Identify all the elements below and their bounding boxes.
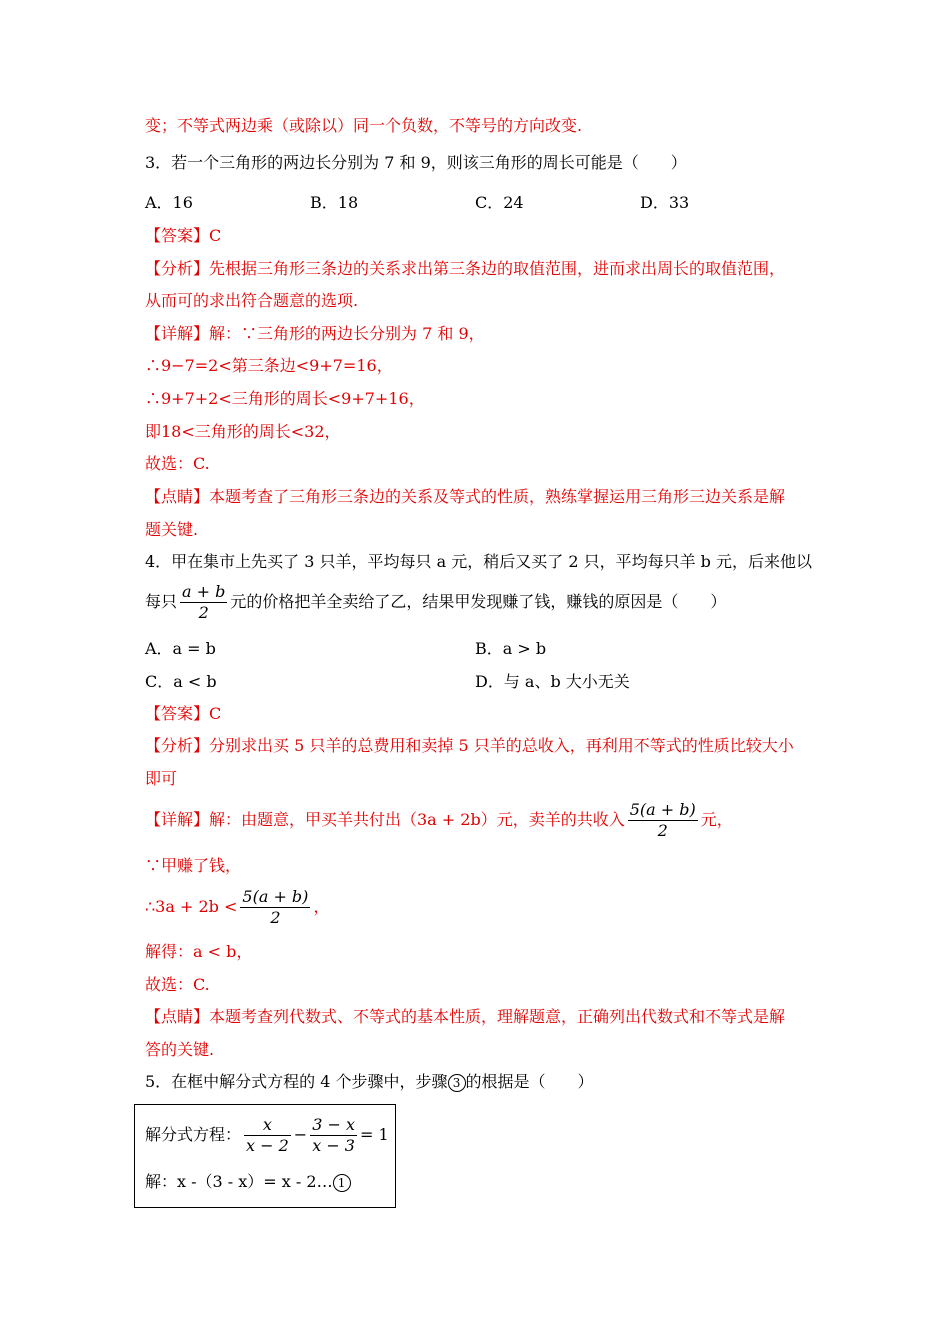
q4-income-fraction-numerator: 5(a + b)	[629, 800, 696, 819]
step-1-line	[145, 1171, 351, 1193]
question-4-stem-line-2	[145, 582, 726, 623]
equation-fraction-2-numerator: 3 − x	[312, 1115, 355, 1134]
q4-price-fraction-denominator: 2	[198, 603, 209, 622]
q3-answer: 【答案】C	[145, 226, 222, 245]
question-4-stem-line-1: 4．甲在集市上先买了 3 只羊，平均每只 a 元，稍后又买了 2 只，平均每只羊 b 元，后来他以	[145, 552, 813, 571]
equation-fraction-1-numerator: x	[244, 1115, 291, 1136]
q4-inequality-fraction-denominator: 2	[270, 908, 281, 927]
equation-label: 解分式方程：	[145, 1125, 242, 1144]
q4-inequality-fraction-numerator: 5(a + b)	[242, 887, 309, 906]
previous-answer-tail: 变；不等式两边乘（或除以）同一个负数，不等号的方向改变.	[145, 116, 583, 135]
q4-price-fraction	[180, 582, 227, 623]
q5-stem-lead: 5．在框中解分式方程的 4 个步骤中，步骤	[145, 1072, 448, 1091]
q4-comment-line-1: 【点睛】本题考查列代数式、不等式的基本性质，理解题意，正确列出代数式和不等式是解	[145, 1007, 786, 1026]
equation-minus: −	[293, 1125, 308, 1144]
equation-fraction-1	[244, 1115, 291, 1156]
equation-fraction-2-denominator: x − 3	[312, 1136, 355, 1155]
q3-detail-line-3: ∴9+7+2<三角形的周长<9+7+16，	[145, 389, 425, 408]
q4-option-d: D．与 a、b 大小无关	[475, 672, 630, 691]
q3-analysis-line-2: 从而可的求出符合题意的选项.	[145, 291, 359, 310]
question-5-stem	[145, 1071, 594, 1093]
step-3-circled-number: 3	[448, 1074, 466, 1092]
q4-income-fraction	[628, 800, 698, 841]
q4-income-fraction-denominator: 2	[657, 821, 668, 840]
q3-choose: 故选：C.	[145, 454, 210, 473]
equation-fraction-2	[310, 1115, 357, 1156]
q3-option-c: C．24	[475, 193, 524, 212]
q4-choose: 故选：C.	[145, 975, 210, 994]
q5-stem-tail: 的根据是（ ）	[465, 1072, 594, 1091]
equation-line	[145, 1115, 389, 1156]
q4-stem-tail: 元的价格把羊全卖给了乙，结果甲发现赚了钱，赚钱的原因是（ ）	[230, 592, 727, 611]
q4-detail-unit: 元，	[700, 810, 733, 829]
step-1-circled-number: 1	[333, 1174, 351, 1192]
q4-option-b: B．a > b	[475, 639, 547, 658]
equation-box	[134, 1104, 396, 1208]
equation-rhs: = 1	[359, 1125, 389, 1144]
q4-inequality-line	[145, 887, 329, 928]
q3-option-b: B．18	[310, 193, 359, 212]
q3-detail-line-1: 【详解】解：∵三角形的两边长分别为 7 和 9，	[145, 324, 485, 343]
q4-option-a: A．a = b	[145, 639, 216, 658]
q4-answer: 【答案】C	[145, 704, 222, 723]
q3-analysis-line-1: 【分析】先根据三角形三条边的关系求出第三条边的取值范围，进而求出周长的取值范围，	[145, 259, 786, 278]
q4-price-fraction-numerator: a + b	[182, 582, 226, 601]
q3-option-a: A．16	[145, 193, 193, 212]
q3-comment-line-1: 【点睛】本题考查了三角形三条边的关系及等式的性质，熟练掌握运用三角形三边关系是解	[145, 487, 786, 506]
q4-inequality-end: ，	[313, 897, 330, 916]
q4-because: ∵甲赚了钱，	[145, 856, 242, 875]
q4-solve: 解得：a < b，	[145, 942, 253, 961]
equation-fraction-1-denominator: x − 2	[246, 1136, 289, 1155]
q4-inequality-lhs: ∴3a + 2b <	[145, 897, 238, 916]
q4-analysis-line-2: 即可	[145, 769, 178, 788]
q3-comment-line-2: 题关键.	[145, 520, 199, 539]
q4-inequality-fraction	[240, 887, 310, 928]
step-1-text: 解：x -（3 - x）= x - 2…	[145, 1172, 333, 1191]
q3-detail-line-2: ∴9−7=2<第三条边<9+7=16，	[145, 356, 393, 375]
q4-detail-text: 【详解】解：由题意，甲买羊共付出（3a + 2b）元，卖羊的共收入	[145, 810, 625, 829]
question-3-stem: 3．若一个三角形的两边长分别为 7 和 9，则该三角形的周长可能是（ ）	[145, 153, 687, 172]
q4-analysis-line-1: 【分析】分别求出买 5 只羊的总费用和卖掉 5 只羊的总收入，再利用不等式的性质比较大小	[145, 736, 794, 755]
q3-option-d: D．33	[640, 193, 690, 212]
q4-detail-line	[145, 800, 733, 841]
q4-stem-lead: 每只	[145, 592, 178, 611]
q4-comment-line-2: 答的关键.	[145, 1040, 215, 1059]
q3-detail-line-4: 即18<三角形的周长<32，	[145, 422, 341, 441]
q4-option-c: C．a < b	[145, 672, 217, 691]
